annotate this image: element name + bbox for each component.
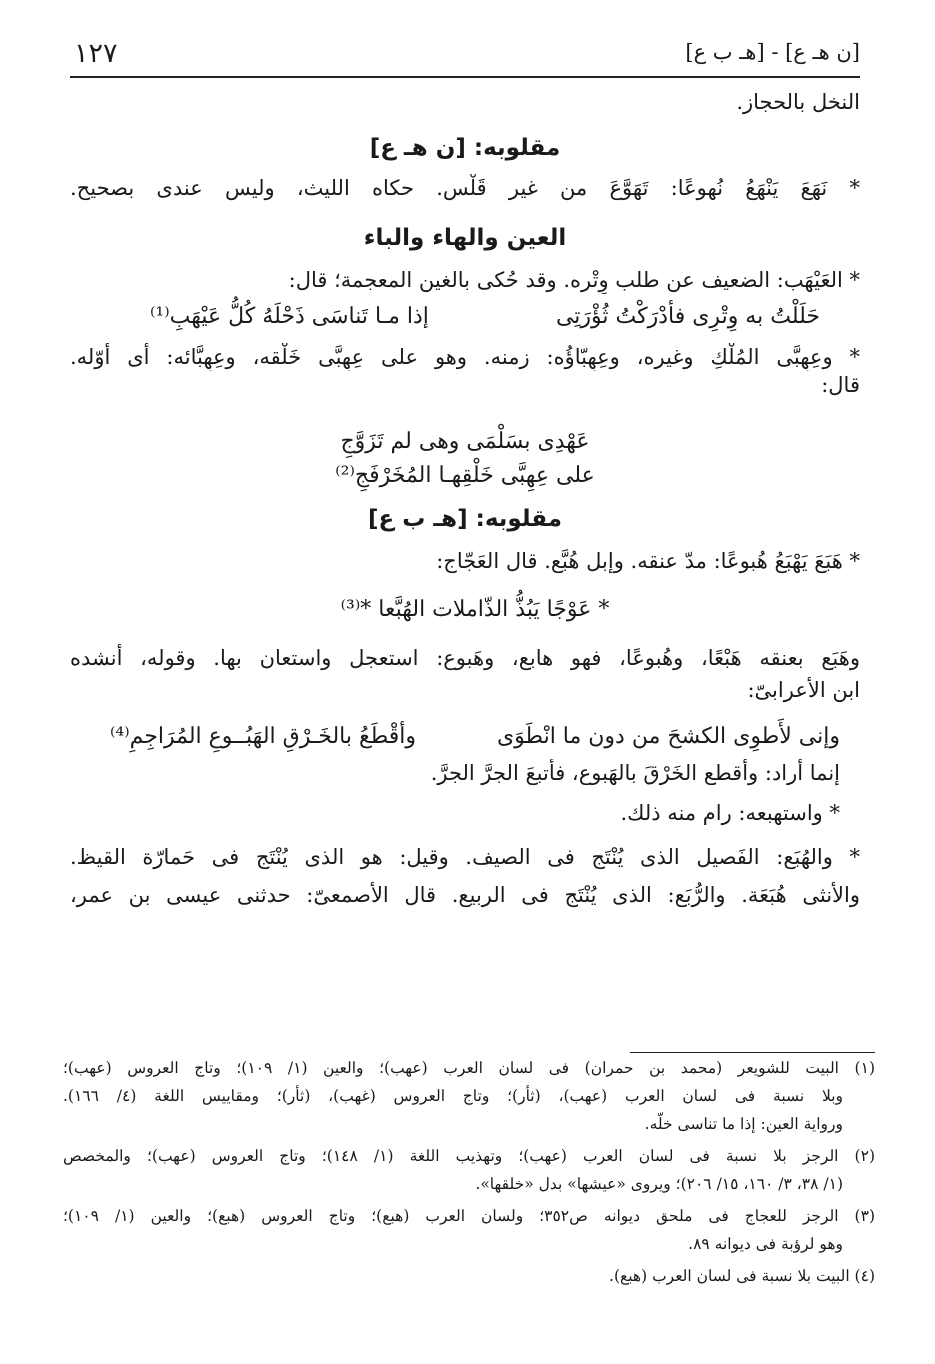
verse-hemistich: وأقْطَعُ بالخَـرْقِ الهَبُــوعِ المُرَاجِمِ⁽⁴⁾	[110, 724, 417, 749]
verse-line: على عِهِبَّى خَلْقِهـا المُخَرْفَجِ⁽²⁾	[335, 463, 595, 488]
body-text	[70, 88, 860, 909]
page-number: ١٢٧	[74, 38, 118, 69]
verse-couplet	[150, 304, 820, 329]
text-line: * العَيْهَب: الضعيف عن طلب وِتْره. وقد حُكى بالغين المعجمة؛ قال:	[288, 268, 860, 292]
footnote-line: وهو لرؤبة فى ديوانه ٨٩.	[688, 1235, 843, 1253]
footnote-line: (٣) الرجز للعجاج فى ملحق ديوانه ص٣٥٢؛ ولسان العرب (هبع)؛ وتاج العروس (هبع)؛ والعين (١/ ١٠٩)؛	[63, 1207, 875, 1225]
text-line: * نَهَعَ يَنْهَعُ نُهوعًا: تَهَوَّعَ من غير قَلْس. حكاه الليث، وليس عندى بصحيح.	[70, 176, 860, 200]
verse-hemistich: وإنى لأَطوِى الكشحَ من دون ما انْطَوَى	[496, 724, 840, 749]
footnote-line: (٢) الرجز بلا نسبة فى لسان العرب (عهب)؛ وتهذيب اللغة (١/ ١٤٨)؛ وتاج العروس (عهب)؛ والمخصص	[63, 1147, 875, 1165]
footnote-line: ورواية العين: إذا ما تناسى خلّه.	[644, 1115, 843, 1133]
verse-hemistich: إذا مـا تَناسَى ذَحْلَهُ كُلُّ عَيْهَبِ⁽¹⁾	[150, 304, 429, 329]
text-line: قال:	[821, 373, 860, 397]
verse-line: * عَوْجًا يَبُذُّ الذّاملات الهُبَّعا *⁽³⁾	[340, 597, 610, 622]
text-line: النخل بالحجاز.	[736, 90, 860, 114]
text-line: * واستهبعه: رام منه ذلك.	[620, 801, 840, 825]
section-heading: مقلوبه: [ن هـ ع]	[369, 135, 561, 161]
text-line: * والهُبَع: الفَصيل الذى يُنْتَج فى الصيف. وقيل: هو الذى يُنْتَج فى حَمارّة القيظ.	[70, 845, 860, 869]
text-line: * وعِهِبَّى المُلْكِ وغيره، وعِهِبّاؤُه: زمنه. وهو على عِهِبَّى خَلْقه، وعِهِبَّائه: أى أوّله.	[70, 345, 860, 369]
footnote-line: (١) البيت للشويعر (محمد بن حمران) فى لسان العرب (عهب)؛ والعين (١/ ١٠٩)؛ وتاج العروس (عهب)؛	[63, 1059, 875, 1077]
footnotes	[63, 1048, 875, 1290]
footnote-line: (٤) البيت بلا نسبة فى لسان العرب (هبع).	[609, 1267, 875, 1285]
text-line: وهَبَع بعنقه هَبْعًا، وهُبوعًا، فهو هابع، وهَبوع: استعجل واستعان بها. وقوله، أنشده	[70, 646, 860, 670]
verse-hemistich: حَلَلْتُ به وِتْرِى فأدْرَكْتُ ثُؤْرَتِى	[555, 304, 820, 329]
text-line: * هَبَعَ يَهْبَعُ هُبوعًا: مدّ عنقه. وإبل هُبَّع. قال العَجّاج:	[436, 549, 860, 573]
section-heading: مقلوبه: [هـ ب ع]	[367, 506, 563, 532]
footnote-line: (١/ ٣٨، ٣/ ١٦٠، ١٥/ ٢٠٦)؛ ويروى «عيشها» بدل «خلقها».	[475, 1175, 843, 1193]
text-line: إنما أراد: وأقطع الخَرْقَ بالهَبوع، فأتبعَ الجرَّ الجرَّ.	[430, 761, 840, 785]
page-header	[70, 34, 860, 78]
footnote-line: وبلا نسبة فى لسان العرب (عهب)، (ثأر)؛ وتاج العروس (غهب)، (ثأر)؛ ومقاييس اللغة (٤/ ١٦٦).	[63, 1087, 843, 1105]
text-line: والأنثى هُبَعَة. والرُّبَع: الذى يُنْتَج فى الربيع. قال الأصمعىّ: حدثنى عيسى بن عمر،	[70, 883, 860, 907]
verse-couplet	[110, 724, 840, 749]
verse-line: عَهْدِى بسَلْمَى وهى لم تَزَوَّجِ	[340, 429, 590, 454]
running-head: [ن هـ ع] - [هـ ب ع]	[685, 40, 860, 64]
text-line: ابن الأعرابىّ:	[747, 678, 860, 702]
section-heading: العين والهاء والباء	[363, 225, 567, 251]
